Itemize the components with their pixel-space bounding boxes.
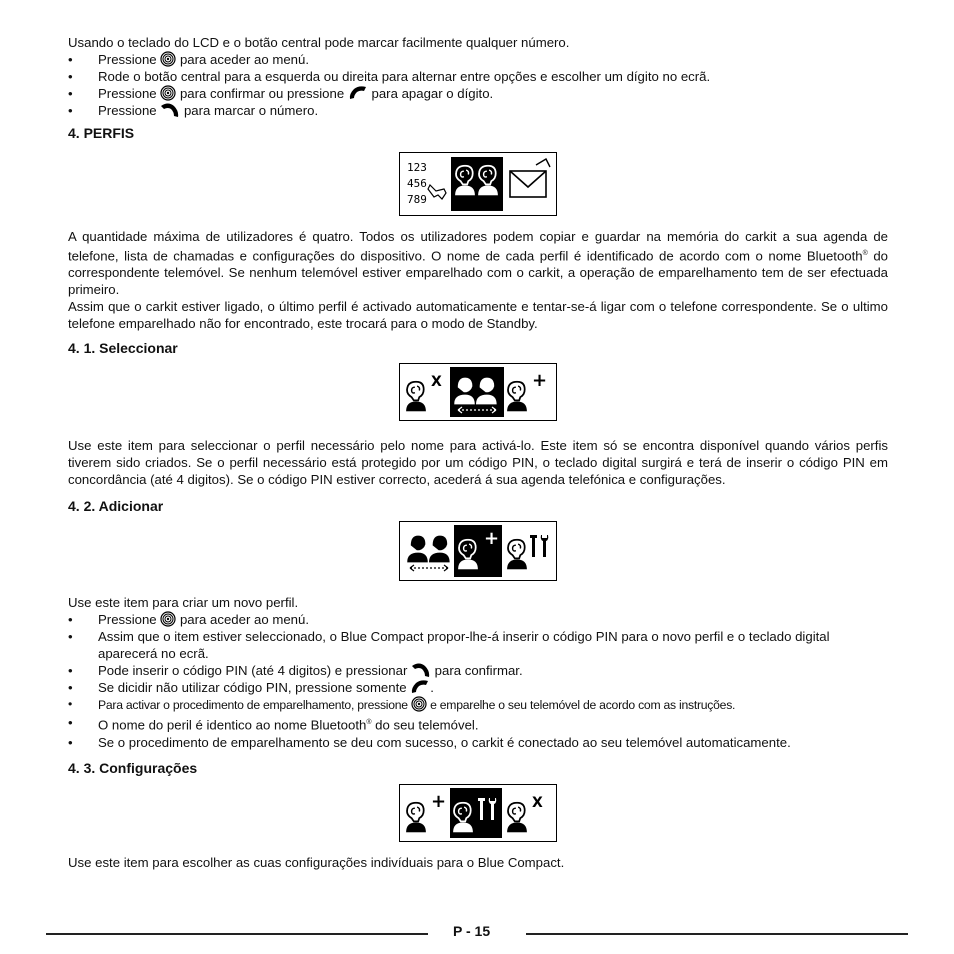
intro-line: Usando o teclado do LCD e o botão central pode marcar facilmente qualquer número.: [68, 35, 570, 50]
list-item: • Se dicidir não utilizar código PIN, pressione somente .: [68, 679, 888, 696]
lcd-perfis-screen: [399, 152, 557, 216]
profile-icon: [507, 382, 527, 412]
central-button-icon: [411, 696, 427, 712]
lcd-digits-row-3: 789: [407, 193, 427, 206]
list-item: • Pressione para aceder ao menú.: [68, 51, 888, 68]
central-button-icon: [160, 51, 176, 67]
perfis-paragraph-1: A quantidade máxima de utilizadores é quatro. Todos os utilizadores podem copiar e guardar na memória do carkit a sua agenda de telefone, lista de chamadas e configurações do dispositivo. O nome de cada perfil é identificado de acordo com o nome Bluetooth® do correspondente telemóvel. Se nenhum telemóvel estiver emparelhado com o carkit, a operação de emparelhamento tem de ser efectuada primeiro.: [68, 229, 888, 298]
seleccionar-paragraph: Use este item para seleccionar o perfil necessário pelo nome para activá-lo. Este item só se encontra disponível quando vários perfis tiverem sido criados. Se o perfil necessário está protegido por um código PIN, o teclado digital surgirá e terá de inserir o código PIN em concordância (até 4 digitos). Se o código PIN estiver correcto, acederá á sua agenda telefónica e configurações.: [68, 438, 888, 488]
adicionar-intro: Use este item para criar um novo perfil.: [68, 595, 299, 611]
profiles-pair-icon: [407, 536, 450, 563]
add-mark: +: [484, 528, 500, 550]
intro-bullets: [68, 51, 888, 119]
section-heading-perfis: 4. PERFIS: [68, 125, 135, 141]
list-item: • Pressione para aceder ao menú.: [68, 611, 888, 628]
hang-up-icon: [410, 679, 430, 695]
hand-pointer-icon: [428, 185, 446, 199]
hang-up-icon: [348, 85, 368, 101]
list-item: • Para activar o procedimento de emparelhamento, pressione e emparelhe o seu telemóvel de acordo com as instruções.: [68, 696, 888, 714]
list-item: • Se o procedimento de emparelhamento se deu com sucesso, o carkit é conectado ao seu telemóvel automaticamente.: [68, 734, 888, 751]
list-item: • Pressione para marcar o número.: [68, 102, 888, 119]
list-item: • Pressione para confirmar ou pressione para apagar o dígito.: [68, 85, 888, 102]
lcd-digits-row-2: 456: [407, 177, 427, 190]
page-number: P - 15: [453, 923, 491, 939]
section-heading-adicionar: 4. 2. Adicionar: [68, 498, 164, 515]
profile-icon: [406, 802, 426, 832]
lcd-adicionar-screen: [399, 521, 557, 581]
configuracoes-paragraph: Use este item para escolher as cuas configurações indivíduais para o Blue Compact.: [68, 854, 565, 870]
list-item: • Assim que o item estiver seleccionado, o Blue Compact propor-lhe-á inserir o código PIN para o novo perfil e o teclado digital aparecerá no ecrã.: [68, 628, 888, 662]
profile-icon: [507, 540, 527, 570]
page-footer: [0, 922, 954, 942]
envelope-icon: [510, 159, 550, 197]
section-heading-configuracoes: 4. 3. Configurações: [68, 759, 198, 776]
add-mark: +: [532, 370, 548, 392]
footer-rule-left: [46, 933, 428, 935]
central-button-icon: [160, 611, 176, 627]
call-icon: [411, 662, 431, 678]
delete-mark: X: [532, 794, 543, 811]
adicionar-bullets: [68, 611, 888, 750]
tools-icon: [530, 535, 548, 557]
lcd-selected-cell: [451, 157, 503, 211]
double-arrow-icon: [410, 565, 448, 571]
perfis-paragraph-2: Assim que o carkit estiver ligado, o último perfil é activado automaticamente e tentar-se-á ligar com o telefone correspondente. Se o ultimo telefone emparelhado não for encontrado, este trocará para o modo de Standby.: [68, 299, 888, 332]
lcd-seleccionar-screen: [399, 363, 557, 421]
central-button-icon: [160, 85, 176, 101]
profile-icon: [507, 802, 527, 832]
add-mark: +: [431, 790, 447, 812]
footer-rule-right: [526, 933, 908, 935]
section-heading-seleccionar: 4. 1. Seleccionar: [68, 340, 178, 357]
profile-icon: [406, 382, 426, 412]
call-icon: [160, 102, 180, 118]
list-item: • O nome do peril é identico ao nome Bluetooth® do seu telemóvel.: [68, 714, 888, 733]
delete-mark: X: [431, 374, 442, 391]
list-item: • Pode inserir o código PIN (até 4 digitos) e pressionar para confirmar.: [68, 662, 888, 679]
list-item: • Rode o botão central para a esquerda ou direita para alternar entre opções e escolher um dígito no ecrã.: [68, 68, 888, 85]
lcd-digits-row-1: 123: [407, 161, 427, 174]
lcd-configuracoes-screen: [399, 784, 557, 842]
